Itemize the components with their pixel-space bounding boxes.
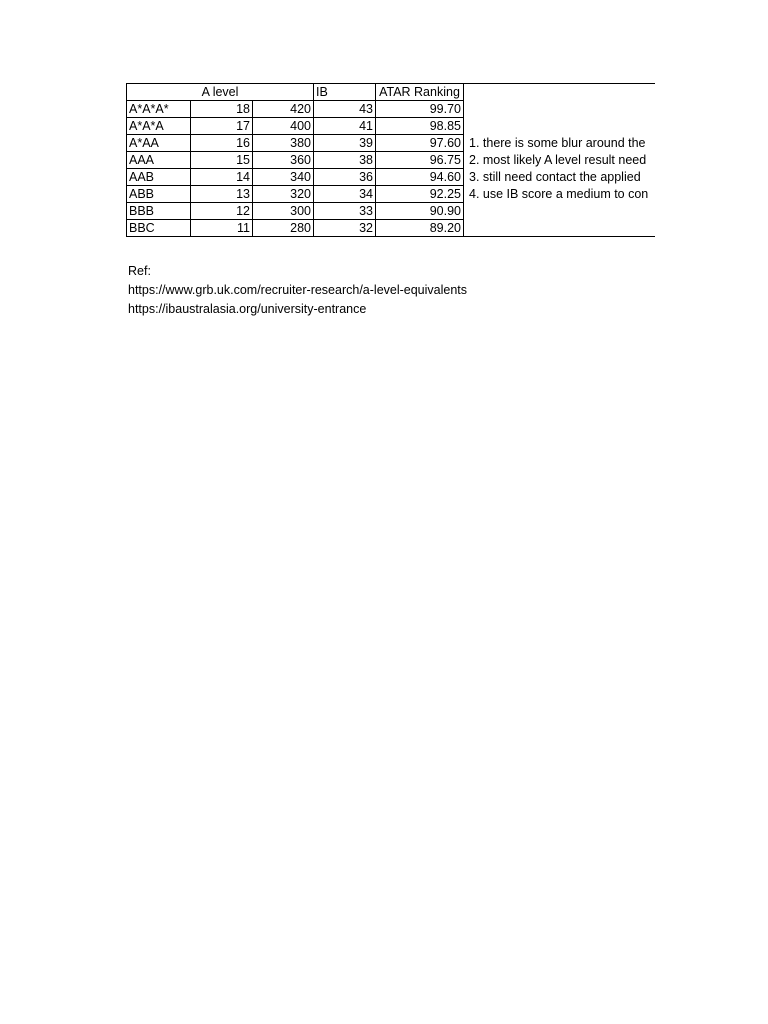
reference-link-ibaustralasia[interactable]: https://ibaustralasia.org/university-entrance (128, 302, 367, 316)
cell-atar: 92.25 (376, 186, 464, 203)
reference-link-grb[interactable]: https://www.grb.uk.com/recruiter-research/a-level-equivalents (128, 283, 468, 297)
cell-ib: 36 (314, 169, 376, 186)
cell-grade: AAB (127, 169, 191, 186)
cell-points: 11 (191, 220, 253, 237)
cell-ucas: 300 (253, 203, 314, 220)
cell-ib: 32 (314, 220, 376, 237)
note-2: 2. most likely A level result need (469, 152, 647, 167)
cell-points: 16 (191, 135, 253, 152)
cell-ucas: 420 (253, 101, 314, 118)
cell-ucas: 280 (253, 220, 314, 237)
references-label: Ref: (128, 264, 151, 278)
cell-atar: 96.75 (376, 152, 464, 169)
spreadsheet (126, 83, 655, 237)
cell-ucas: 380 (253, 135, 314, 152)
cell-ib: 38 (314, 152, 376, 169)
grade-conversion-table (126, 83, 655, 237)
cell-ib: 34 (314, 186, 376, 203)
header-ib: IB (314, 84, 376, 101)
cell-atar: 99.70 (376, 101, 464, 118)
note-3: 3. still need contact the applied (469, 169, 641, 184)
cell-grade: AAA (127, 152, 191, 169)
note-1: 1. there is some blur around the (469, 135, 646, 150)
cell-ib: 33 (314, 203, 376, 220)
cell-ib: 43 (314, 101, 376, 118)
cell-points: 15 (191, 152, 253, 169)
header-row (127, 84, 656, 101)
cell-grade: A*AA (127, 135, 191, 152)
cell-ucas: 320 (253, 186, 314, 203)
cell-ucas: 360 (253, 152, 314, 169)
cell-ucas: 400 (253, 118, 314, 135)
notes-cell (464, 84, 656, 237)
cell-ucas: 340 (253, 169, 314, 186)
notes (466, 118, 653, 203)
references (128, 262, 467, 319)
cell-points: 12 (191, 203, 253, 220)
cell-points: 14 (191, 169, 253, 186)
note-4: 4. use IB score a medium to con (469, 186, 649, 201)
cell-ib: 41 (314, 118, 376, 135)
header-atar-ranking: ATAR Ranking (376, 84, 464, 101)
cell-atar: 94.60 (376, 169, 464, 186)
cell-ib: 39 (314, 135, 376, 152)
cell-atar: 90.90 (376, 203, 464, 220)
cell-grade: ABB (127, 186, 191, 203)
cell-points: 13 (191, 186, 253, 203)
cell-grade: A*A*A (127, 118, 191, 135)
cell-points: 18 (191, 101, 253, 118)
cell-grade: A*A*A* (127, 101, 191, 118)
cell-grade: BBC (127, 220, 191, 237)
note-spacer (466, 118, 653, 135)
cell-atar: 97.60 (376, 135, 464, 152)
cell-atar: 98.85 (376, 118, 464, 135)
cell-grade: BBB (127, 203, 191, 220)
header-a-level: A level (127, 84, 314, 101)
cell-points: 17 (191, 118, 253, 135)
cell-atar: 89.20 (376, 220, 464, 237)
